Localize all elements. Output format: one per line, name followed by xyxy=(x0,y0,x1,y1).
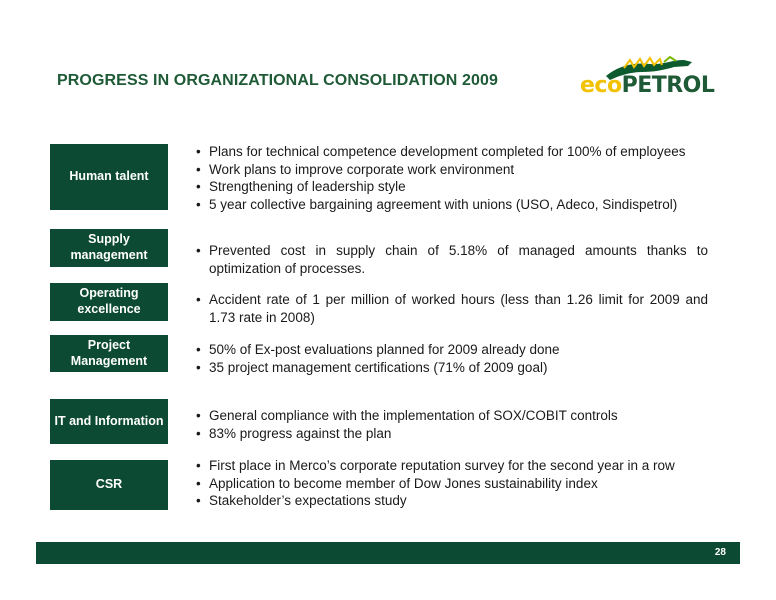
bullet-item: • Work plans to improve corporate work environment xyxy=(196,161,708,179)
bullet-item: • Strengthening of leadership style xyxy=(196,178,708,196)
section-label-it-information: IT and Information xyxy=(50,399,168,444)
bullet-item: • 5 year collective bargaining agreement with unions (USO, Adeco, Sindispetrol) xyxy=(196,196,708,214)
bullet-item: • Accident rate of 1 per million of worked hours (less than 1.26 limit for 2009 and 1.73 rate in 2008) xyxy=(196,291,708,326)
bullet-list-operating-excellence xyxy=(196,291,708,326)
bullet-list-supply-management xyxy=(196,242,708,277)
page-title: PROGRESS IN ORGANIZATIONAL CONSOLIDATION 2009 xyxy=(57,72,498,89)
section-label-project-management: Project Management xyxy=(50,335,168,372)
bullet-list-human-talent xyxy=(196,143,708,213)
section-label-operating-excellence: Operating excellence xyxy=(50,283,168,321)
bullet-item: • 83% progress against the plan xyxy=(196,425,708,443)
section-label-human-talent: Human talent xyxy=(50,144,168,210)
ecopetrol-logo xyxy=(578,54,723,100)
bullet-list-it-information xyxy=(196,407,708,442)
section-label-csr: CSR xyxy=(50,460,168,510)
bullet-item: • Stakeholder’s expectations study xyxy=(196,492,708,510)
footer-bar xyxy=(36,542,740,564)
section-label-supply-management: Supply management xyxy=(50,229,168,267)
bullet-item: • First place in Merco’s corporate reputation survey for the second year in a row xyxy=(196,457,708,475)
bullet-list-project-management xyxy=(196,341,708,376)
bullet-item: • 35 project management certifications (71% of 2009 goal) xyxy=(196,359,708,377)
bullet-item: • Prevented cost in supply chain of 5.18% of managed amounts thanks to optimization of processes. xyxy=(196,242,708,277)
logo-wordmark: ecoPETROL xyxy=(580,73,715,98)
bullet-item: • Application to become member of Dow Jones sustainability index xyxy=(196,475,708,493)
bullet-list-csr xyxy=(196,457,708,510)
bullet-item: • General compliance with the implementation of SOX/COBIT controls xyxy=(196,407,708,425)
bullet-item: • Plans for technical competence development completed for 100% of employees xyxy=(196,143,708,161)
bullet-item: • 50% of Ex-post evaluations planned for 2009 already done xyxy=(196,341,708,359)
page-number: 28 xyxy=(714,547,726,558)
